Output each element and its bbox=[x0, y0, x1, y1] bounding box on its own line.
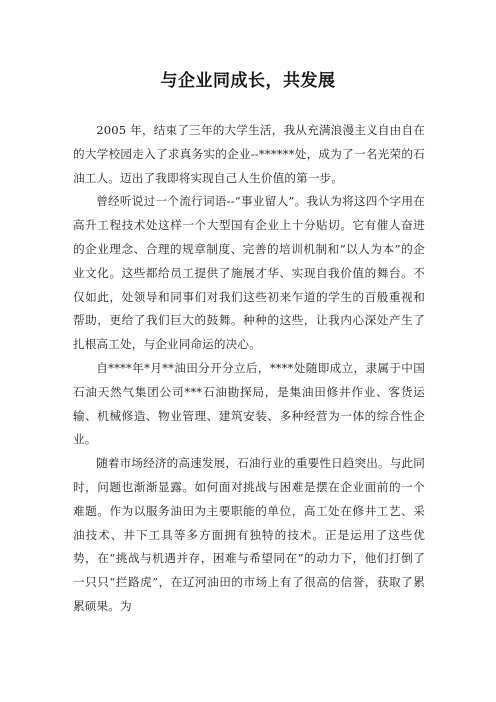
paragraph: 自****年*月**油田分开分立后，****处随即成立，隶属于中国石油天然气集团公司***石油勘探局，是集油田修井作业、客货运输、机械修造、物业管理、建筑安装、多种经营为一体的综合性企业。 bbox=[73, 360, 425, 447]
paragraph: 2005 年，结束了三年的大学生活，我从充满浪漫主义自由自在的大学校园走入了求真务实的企业--******处，成为了一名光荣的石油工人。迈出了我即将实现自己人生价值的第一步。 bbox=[73, 123, 425, 185]
paragraph: 随着市场经济的高速发展，石油行业的重要性日趋突出。与此同时，问题也渐渐显露。如何面对挑战与困难是摆在企业面前的一个难题。作为以服务油田为主要职能的单位，高工处在修井工艺、采油技术、井下工具等多方面拥有独特的技术。正是运用了这些优势，在“挑战与机遇并存，困难与希望同在”的动力下，他们打倒了一只只“拦路虎”，在辽河油田的市场上有了很高的信誉，获取了累累硕果。为 bbox=[73, 456, 426, 613]
document-body bbox=[73, 119, 425, 619]
paragraph: 曾经听说过一个流行词语--“事业留人”。我认为将这四个字用在高升工程技术处这样一个大型国有企业上十分贴切。它有催人奋进的企业理念、合理的规章制度、完善的培训机制和“以人为本”的企业文化。这些都给员工提供了施展才华、实现自我价值的舞台。不仅如此，处领导和同事们对我们这些初来乍道的学生的百般重视和帮助，更给了我们巨大的鼓舞。种种的这些，让我内心深处产生了扎根高工处，与企业同命运的决心。 bbox=[73, 194, 425, 352]
document-title: 与企业同成长，共发展 bbox=[160, 71, 336, 91]
